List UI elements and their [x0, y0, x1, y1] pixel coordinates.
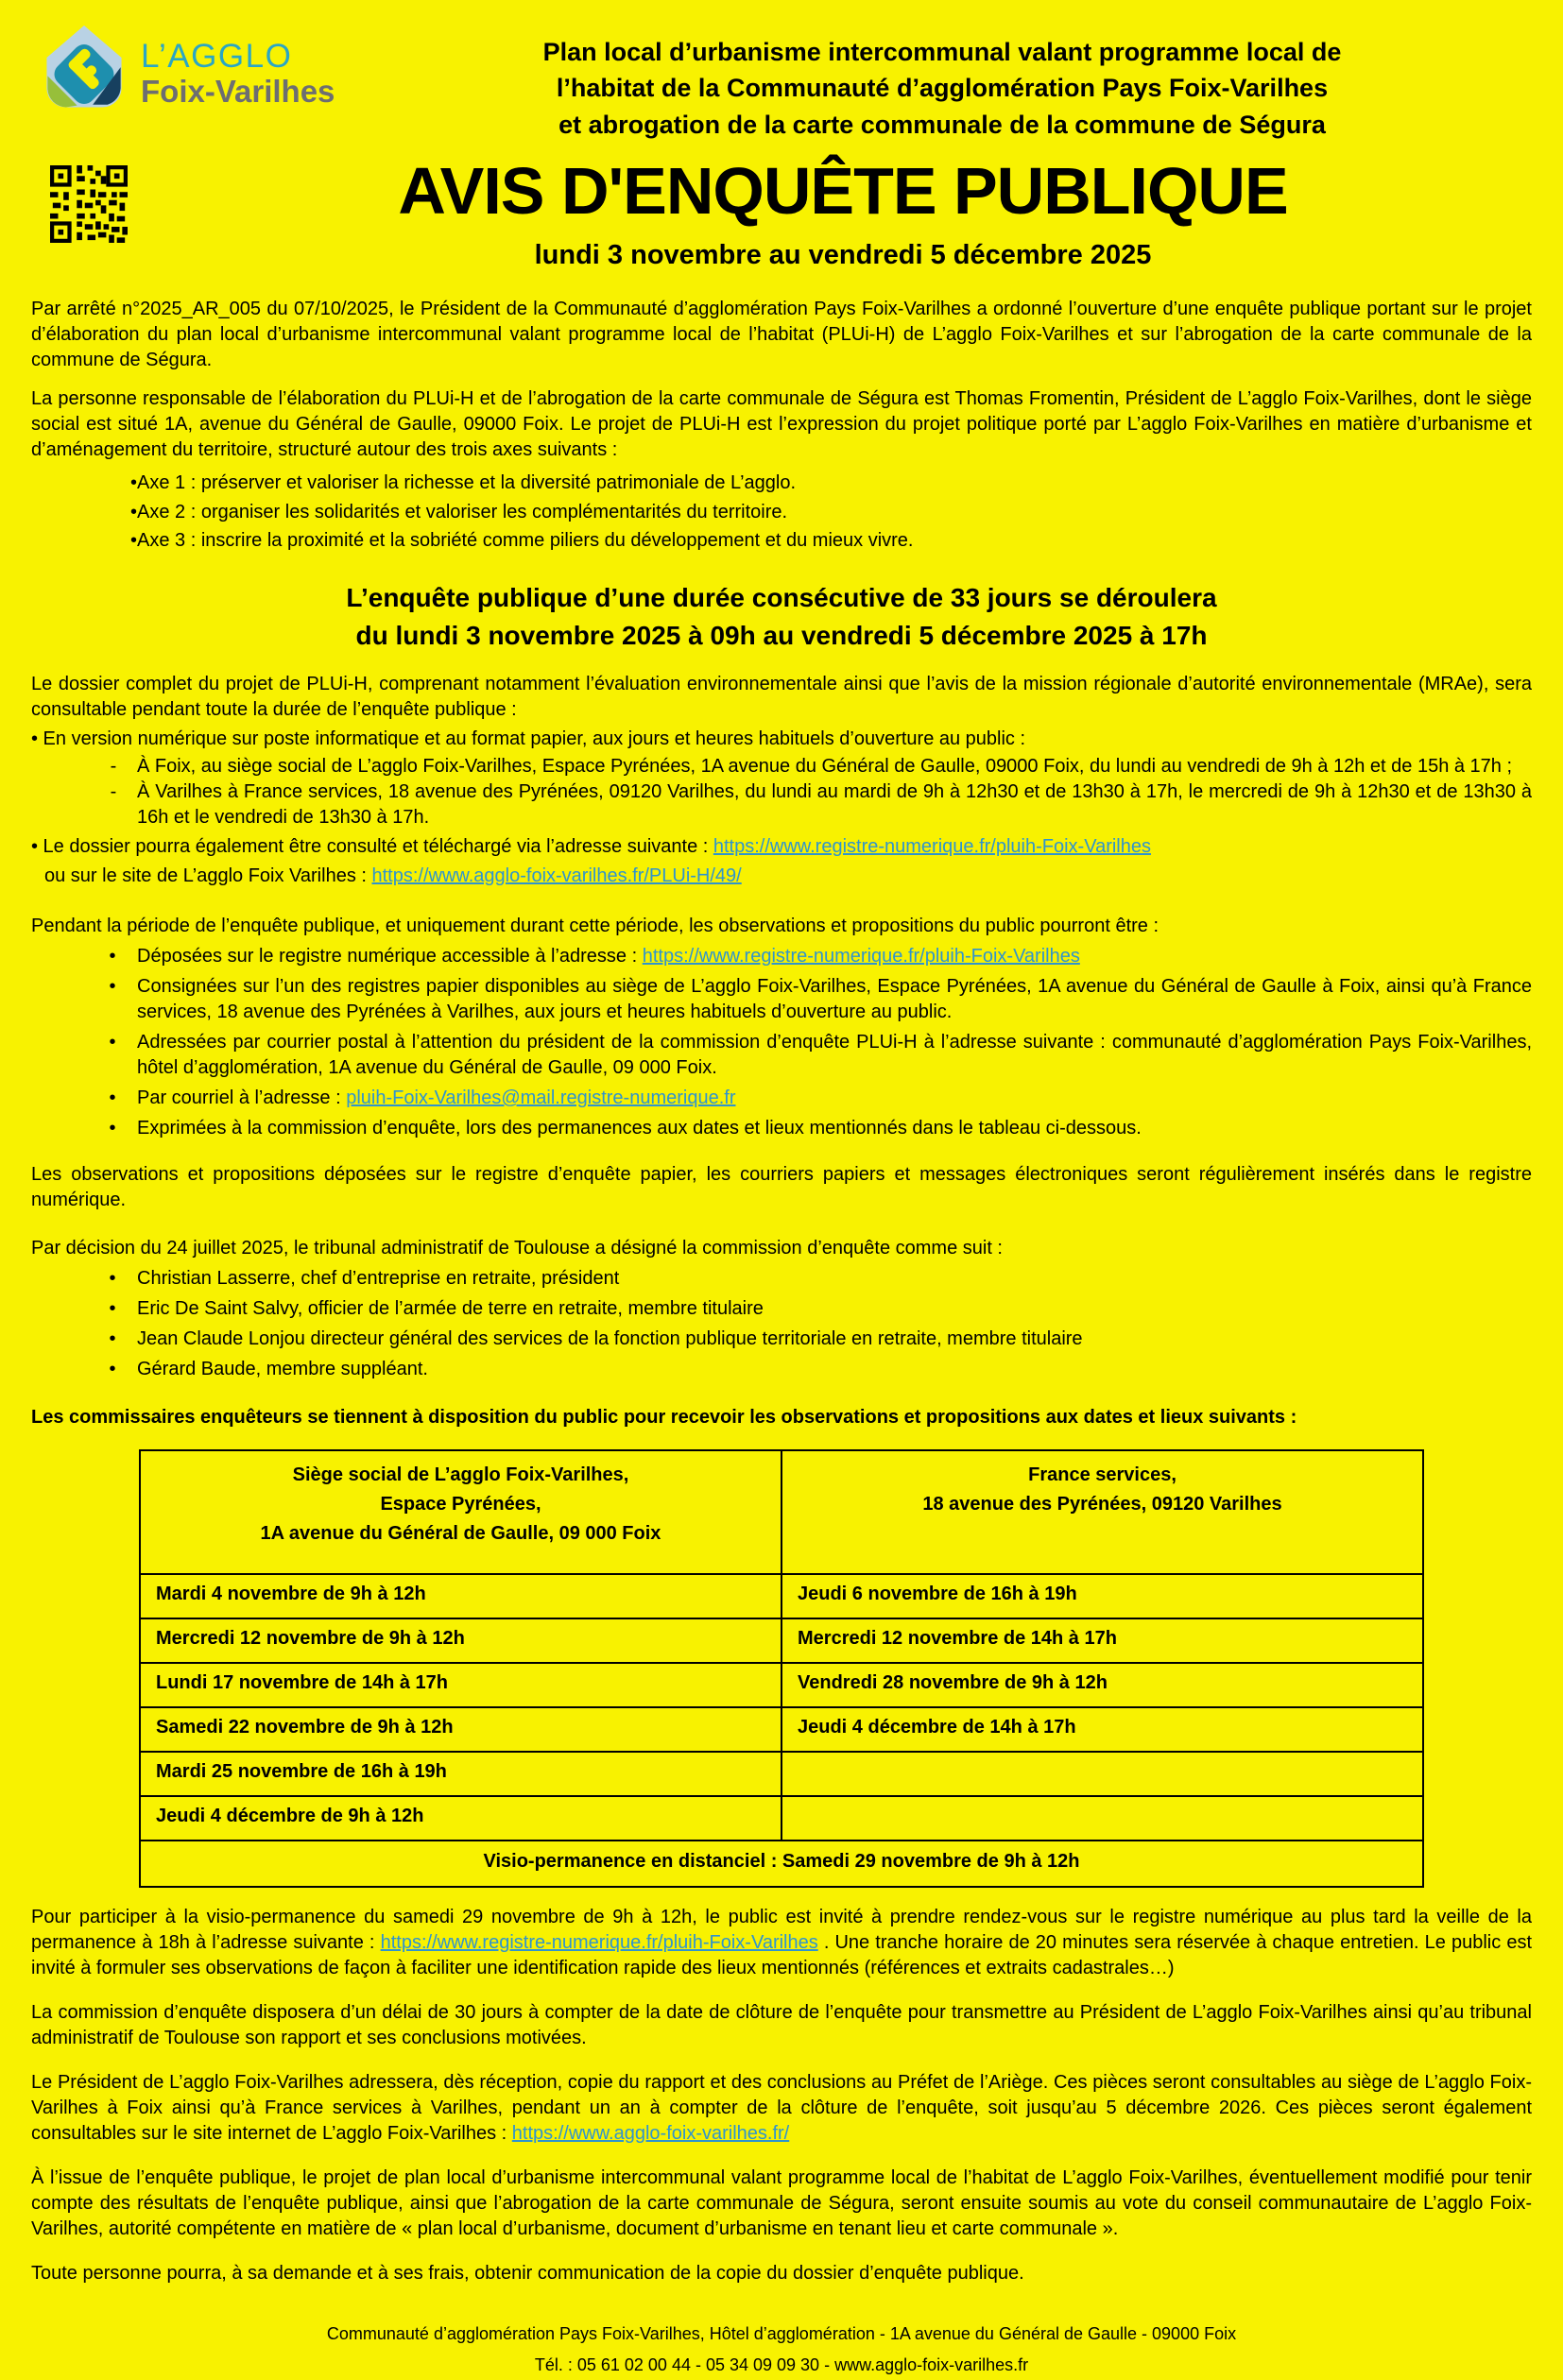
rapport-paragraph-text: Le Président de L’agglo Foix-Varilhes adressera, dès réception, copie du rapport et des conclusions au Préfet de l’Ariège. Ces pièces seront consultables au siège de L’agglo Foix-Varilhes à Foix ainsi qu’à France services à Varilhes, pendant un an à compter de la clôture de l’enquête, soit jusqu’au 5 décembre 2026. Ces pièces seront également consultables sur le site internet de L’agglo Foix-Varilhes : — [31, 2072, 1532, 2145]
header — [31, 23, 1532, 143]
delai-paragraph: La commission d’enquête disposera d’un délai de 30 jours à compter de la date de clôture de l’enquête pour transmettre au Président de L’agglo Foix-Varilhes ainsi qu’au tribunal administratif de Toulouse son rapport et ses conclusions motivées. — [31, 2002, 1532, 2049]
table-cell: Jeudi 4 décembre de 14h à 17h — [782, 1707, 1423, 1752]
observation-item-courriel — [88, 1086, 1532, 1111]
header-varilhes-line1: France services, — [1028, 1464, 1177, 1486]
consult-location-foix-text: - À Foix, au siège social de L’agglo Foix-Varilhes, Espace Pyrénées, 1A avenue du Général de Gaulle, 09000 Foix, du lundi au vendredi de 9h à 12h et de 15h à 17h ; — [137, 756, 1513, 778]
commission-member-3 — [88, 1327, 1532, 1352]
observations-intro: Pendant la période de l’enquête publique, et uniquement durant cette période, les observations et propositions du public pourront être : — [31, 916, 1159, 937]
table-cell: Mardi 25 novembre de 16h à 19h — [140, 1752, 782, 1796]
paragraph-responsable: La personne responsable de l’élaboration du PLUi-H et de l’abrogation de la carte communale de Ségura est Thomas Fromentin, Président de L’agglo Foix-Varilhes, dont le siège social est situé 1A, avenue du Général de Gaulle, 09000 Foix. Le projet de PLUi-H est l’expression du projet politique porté par L’agglo Foix-Varilhes en matière d’urbanisme et d’aménagement du territoire, structuré autour des trois axes suivants : — [31, 388, 1532, 461]
observation-item-courrier — [88, 1030, 1532, 1081]
rapport-paragraph — [31, 2070, 1532, 2147]
observation-item-registre — [88, 944, 1532, 969]
subject-line-2: l’habitat de la Communauté d’agglomération Pays Foix-Varilhes — [556, 74, 1329, 103]
consult-site-line — [44, 864, 1532, 889]
agglo-logo — [41, 23, 352, 123]
logo-line2: Foix-Varilhes — [141, 73, 335, 109]
table-cell: Samedi 22 novembre de 9h à 12h — [140, 1707, 782, 1752]
table-cell: Mardi 4 novembre de 9h à 12h — [140, 1574, 782, 1618]
subject-line-1: Plan local d’urbanisme intercommunal valant programme local de — [542, 38, 1342, 66]
consult-location-varilhes-text: - À Varilhes à France services, 18 avenue des Pyrénées, 09120 Varilhes, du lundi au mardi de 9h à 12h30 et de 13h30 à 17h, le mercredi de 9h à 12h30 et de 13h30 à 16h et le vendredi de 13h30 à 17h. — [137, 781, 1532, 829]
table-cell: Mercredi 12 novembre de 9h à 12h — [140, 1618, 782, 1663]
table-cell: Vendredi 28 novembre de 9h à 12h — [782, 1663, 1423, 1707]
observation-item-courriel-text — [137, 1086, 1532, 1111]
table-cell — [782, 1752, 1423, 1796]
duration-heading-line1: L’enquête publique d’une durée consécutive de 33 jours se déroulera — [346, 583, 1217, 613]
header-varilhes-line2: 18 avenue des Pyrénées, 09120 Varilhes — [922, 1494, 1282, 1515]
issue-paragraph: À l’issue de l’enquête publique, le projet de plan local d’urbanisme intercommunal valant programme local de l’habitat de L’agglo Foix-Varilhes, éventuellement modifié pour tenir compte des résultats de l’enquête publique, ainsi que l’abrogation de la carte communale de Ségura, seront ensuite soumis au vote du conseil communautaire de L’agglo Foix-Varilhes, autorité compétente en matière de « plan local d’urbanisme, document d’urbanisme en tenant lieu et carte communale ». — [31, 2167, 1532, 2240]
permanences-table — [139, 1449, 1424, 1888]
table-row — [140, 1574, 1423, 1618]
table-footer-row — [140, 1841, 1423, 1887]
consult-bullet-2-text: • Le dossier pourra également être consulté et téléchargé via l’adresse suivante : — [31, 836, 713, 858]
document-footer — [31, 2319, 1532, 2380]
title-banner — [31, 153, 1532, 274]
subject-line-3: et abrogation de la carte communale de la commune de Ségura — [558, 110, 1326, 139]
registre-numerique-link[interactable]: https://www.registre-numerique.fr/pluih-Foix-Varilhes — [713, 836, 1151, 858]
commission-member-2 — [88, 1296, 1532, 1322]
consult-site-line-text: ou sur le site de L’agglo Foix Varilhes : — [44, 865, 372, 887]
registre-note: Les observations et propositions déposées sur le registre d’enquête papier, les courriers papiers et messages électroniques seront régulièrement insérés dans le registre numérique. — [31, 1164, 1532, 1211]
document-subject-title — [352, 23, 1532, 143]
axe-3: •Axe 3 : inscrire la proximité et la sobriété comme piliers du développement et du mieux vivre. — [130, 529, 914, 551]
table-cell: Jeudi 4 décembre de 9h à 12h — [140, 1796, 782, 1841]
footer-phone-web: Tél. : 05 61 02 00 44 - 05 34 09 09 30 - www.agglo-foix-varilhes.fr — [534, 2354, 1029, 2374]
table-cell: Lundi 17 novembre de 14h à 17h — [140, 1663, 782, 1707]
inquiry-dates: lundi 3 novembre au vendredi 5 décembre 2025 — [534, 239, 1152, 270]
observation-item-registre-text — [137, 944, 1532, 969]
table-header-foix — [140, 1450, 782, 1574]
table-cell — [782, 1796, 1423, 1841]
table-row — [140, 1752, 1423, 1796]
table-row — [140, 1796, 1423, 1841]
commission-member-1 — [88, 1266, 1532, 1292]
commission-member-2-text: • Eric De Saint Salvy, officier de l’armée de terre en retraite, membre titulaire — [137, 1298, 764, 1320]
banner-main — [154, 153, 1532, 274]
axe-2: •Axe 2 : organiser les solidarités et valoriser les complémentarités du territoire. — [130, 501, 788, 522]
observation-item-permanences-text: • Exprimées à la commission d’enquête, lors des permanences aux dates et lieux mentionnés dans le tableau ci-dessous. — [137, 1118, 1142, 1139]
observation-item-papier — [88, 974, 1532, 1025]
commission-member-4-text: • Gérard Baude, membre suppléant. — [137, 1359, 428, 1380]
table-row — [140, 1663, 1423, 1707]
observation-item-courrier-text: • Adressées par courrier postal à l’attention du président de la commission d’enquête PLUi-H à l’adresse suivante : communauté d’agglomération Pays Foix-Varilhes, hôtel d’agglomération, 1A avenue du Général de Gaulle, 09 000 Foix. — [137, 1032, 1532, 1079]
commission-member-4 — [88, 1357, 1532, 1382]
commission-intro: Par décision du 24 juillet 2025, le tribunal administratif de Toulouse a désigné la commission d’enquête comme suit : — [31, 1238, 1003, 1259]
header-foix-line2: Espace Pyrénées, — [380, 1494, 541, 1515]
commission-member-3-text: • Jean Claude Lonjou directeur général des services de la fonction publique territoriale en retraite, membre titulaire — [137, 1328, 1083, 1350]
page-title: AVIS D'ENQUÊTE PUBLIQUE — [398, 153, 1288, 228]
copie-paragraph: Toute personne pourra, à sa demande et à ses frais, obtenir communication de la copie du dossier d’enquête publique. — [31, 2263, 1024, 2285]
email-link[interactable]: pluih-Foix-Varilhes@mail.registre-numerique.fr — [346, 1087, 736, 1109]
permanences-intro: Les commissaires enquêteurs se tiennent à disposition du public pour recevoir les observations et propositions aux dates et lieux suivants : — [31, 1407, 1297, 1429]
footer-address: Communauté d’agglomération Pays Foix-Varilhes, Hôtel d’agglomération - 1A avenue du Général de Gaulle - 09000 Foix — [326, 2324, 1237, 2344]
header-foix-line1: Siège social de L’agglo Foix-Varilhes, — [292, 1464, 629, 1486]
notice-body — [31, 297, 1532, 2380]
duration-heading-line2: du lundi 3 novembre 2025 à 09h au vendredi 5 décembre 2025 à 17h — [355, 621, 1208, 651]
axes-list — [130, 469, 1532, 555]
agglo-logo-icon — [41, 23, 128, 123]
observation-item-papier-text: • Consignées sur l’un des registres papier disponibles au siège de L’agglo Foix-Varilhes, Espace Pyrénées, 1A avenue du Général de Gaulle à Foix, ainsi qu’à France services, 18 avenue des Pyrénées à Varilhes, aux jours et heures habituels d’ouverture au public. — [137, 976, 1532, 1023]
table-header-varilhes — [782, 1450, 1423, 1574]
qr-code — [50, 165, 128, 250]
observation-item-permanences — [88, 1116, 1532, 1141]
axe-1: •Axe 1 : préserver et valoriser la richesse et la diversité patrimoniale de L’agglo. — [130, 472, 797, 494]
logo-line1: L’AGGLO — [141, 37, 293, 75]
paragraph-dossier: Le dossier complet du projet de PLUi-H, comprenant notamment l’évaluation environnementale ainsi que l’avis de la mission régionale d’autorité environnementale (MRAe), sera consultable pendant toute la durée de l’enquête publique : — [31, 674, 1532, 721]
registre-numerique-link-2[interactable]: https://www.registre-numerique.fr/pluih-Foix-Varilhes — [642, 946, 1080, 967]
consult-location-varilhes — [90, 779, 1532, 830]
visio-paragraph-after: . Une tranche horaire de 20 minutes sera réservée à chaque entretien. Le public est invité à formuler ses observations de façon à faciliter une identification rapide des lieux mentionnés (références et extraits cadastrales…) — [31, 1932, 1533, 1979]
visio-paragraph — [31, 1905, 1532, 1981]
observation-item-courriel-before: Par courriel à l’adresse : — [137, 1087, 347, 1109]
observation-item-registre-before: Déposées sur le registre numérique accessible à l’adresse : — [137, 946, 643, 967]
visio-paragraph-before: Pour participer à la visio-permanence du samedi 29 novembre de 9h à 12h, le public est invité à prendre rendez-vous sur le registre numérique au plus tard la veille de la permanence à 18h à l’adresse suivante : — [31, 1907, 1532, 1954]
agglo-site-link[interactable]: https://www.agglo-foix-varilhes.fr/ — [511, 2123, 790, 2145]
visio-permanence-cell: Visio-permanence en distanciel : Samedi 29 novembre de 9h à 12h — [140, 1841, 1423, 1887]
agglo-pluih-link[interactable]: https://www.agglo-foix-varilhes.fr/PLUi-H/49/ — [371, 865, 742, 887]
consult-bullet-2 — [31, 834, 1532, 860]
agglo-logo-text — [141, 37, 335, 109]
header-foix-line3: 1A avenue du Général de Gaulle, 09 000 Foix — [260, 1523, 661, 1545]
commission-member-1-text: • Christian Lasserre, chef d’entreprise en retraite, président — [137, 1268, 620, 1290]
table-row — [140, 1618, 1423, 1663]
consult-location-foix — [90, 754, 1532, 779]
consult-bullet-1: • En version numérique sur poste informatique et au format papier, aux jours et heures habituels d’ouverture au public : — [31, 728, 1026, 750]
duration-heading — [31, 579, 1532, 655]
table-header-row — [140, 1450, 1423, 1574]
table-row — [140, 1707, 1423, 1752]
registre-numerique-link-3[interactable]: https://www.registre-numerique.fr/pluih-Foix-Varilhes — [380, 1932, 818, 1954]
paragraph-arrete: Par arrêté n°2025_AR_005 du 07/10/2025, le Président de la Communauté d’agglomération Pays Foix-Varilhes a ordonné l’ouverture d’une enquête publique portant sur le projet d’élaboration du plan local d’urbanisme intercommunal valant programme local de l’habitat (PLUi-H) de L’agglo Foix-Varilhes et sur l’abrogation de la carte communale de la commune de Ségura. — [31, 299, 1532, 371]
table-cell: Jeudi 6 novembre de 16h à 19h — [782, 1574, 1423, 1618]
table-cell: Mercredi 12 novembre de 14h à 17h — [782, 1618, 1423, 1663]
